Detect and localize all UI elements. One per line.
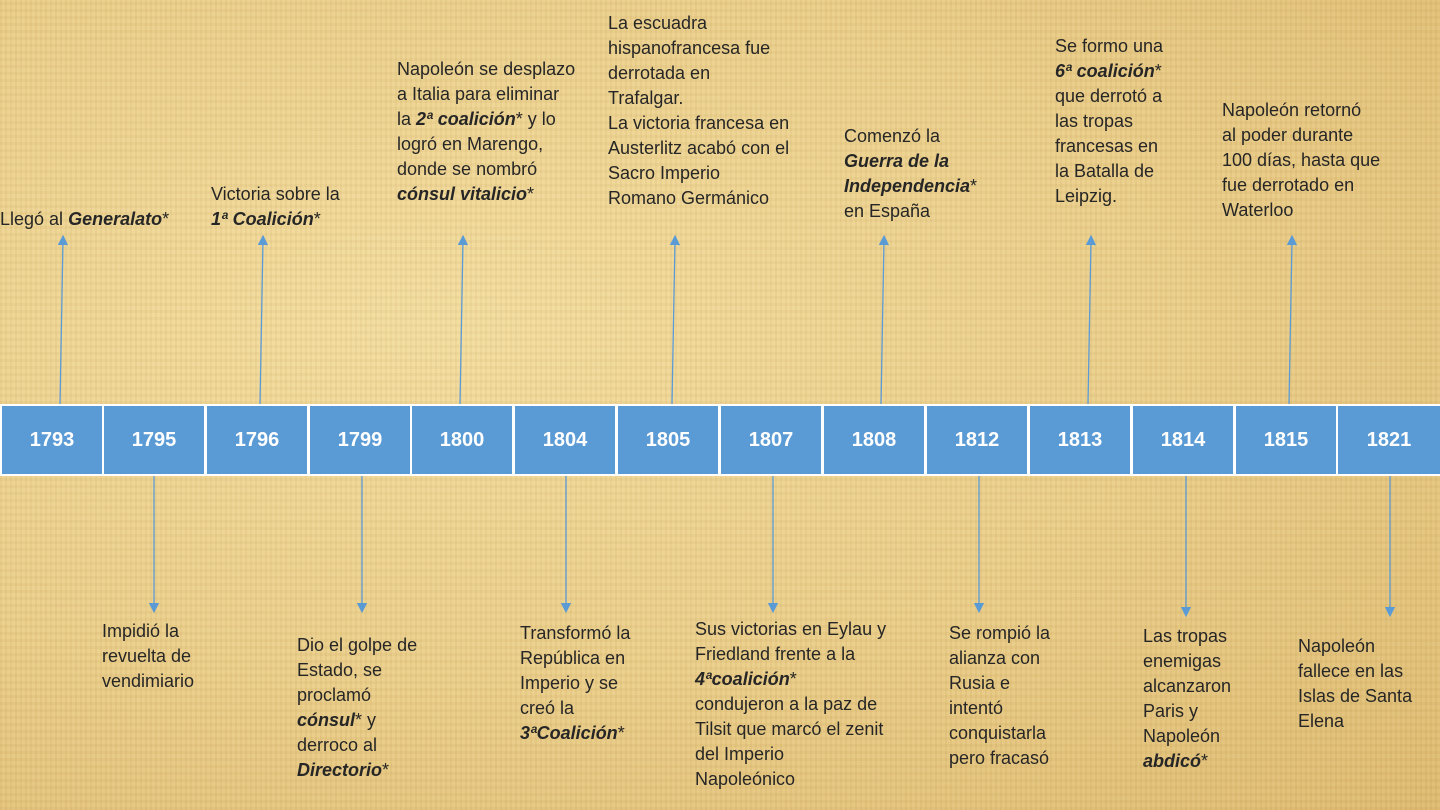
event-1796: Victoria sobre la 1ª Coalición* <box>211 184 340 229</box>
arrow-1800 <box>460 240 463 404</box>
event-1799: Dio el golpe de Estado, se proclamó cónsul* y derroco al Directorio* <box>297 635 418 780</box>
year-1799: 1799 <box>310 406 410 474</box>
year-1821: 1821 <box>1338 406 1440 474</box>
arrow-1793 <box>60 240 63 404</box>
year-1813: 1813 <box>1030 406 1130 474</box>
year-1812: 1812 <box>927 406 1027 474</box>
event-1800: Napoleón se desplazo a Italia para eliminar la 2ª coalición* y lo logró en Marengo, donde se nombró cónsul vitalicio* <box>397 59 576 204</box>
year-1815: 1815 <box>1236 406 1336 474</box>
event-1815: Napoleón retornó al poder durante 100 días, hasta que fue derrotado en Waterloo <box>1222 100 1381 220</box>
arrow-1796 <box>260 240 263 404</box>
event-1814: Las tropas enemigas alcanzaron Paris y Napoleón abdicó* <box>1143 626 1232 771</box>
arrow-1813 <box>1088 240 1091 404</box>
year-1805: 1805 <box>618 406 718 474</box>
event-1813: Se formo una 6ª coalición* que derrotó a las tropas francesas en la Batalla de Leipzig. <box>1055 36 1164 206</box>
year-1808: 1808 <box>824 406 924 474</box>
arrow-1815 <box>1289 240 1292 404</box>
event-1804: Transformó la República en Imperio y se creó la 3ªCoalición* <box>520 623 631 743</box>
year-1814: 1814 <box>1133 406 1233 474</box>
year-1804: 1804 <box>515 406 615 474</box>
event-1793: Llegó al Generalato* <box>0 209 170 229</box>
event-1821: Napoleón fallece en las Islas de Santa Elena <box>1298 636 1413 731</box>
event-1812: Se rompió la alianza con Rusia e intentó conquistarla pero fracasó <box>949 623 1051 768</box>
arrow-1805 <box>672 240 675 404</box>
year-1796: 1796 <box>207 406 307 474</box>
event-1805: La escuadra hispanofrancesa fue derrotada en Trafalgar. La victoria francesa en Austerlitz acabó con el Sacro Imperio Romano Germánico <box>608 13 790 208</box>
year-1795: 1795 <box>104 406 204 474</box>
event-1795: Impidió la revuelta de vendimiario <box>102 621 195 691</box>
event-1807: Sus victorias en Eylau y Friedland frente a la 4ªcoalición* condujeron a la paz de Tilsit que marcó el zenit del Imperio Napoleónico <box>695 619 887 789</box>
year-1807: 1807 <box>721 406 821 474</box>
year-1793: 1793 <box>2 406 102 474</box>
year-1800: 1800 <box>412 406 512 474</box>
arrow-1808 <box>881 240 884 404</box>
event-1808: Comenzó la Guerra de la Independencia* en España <box>844 126 978 221</box>
